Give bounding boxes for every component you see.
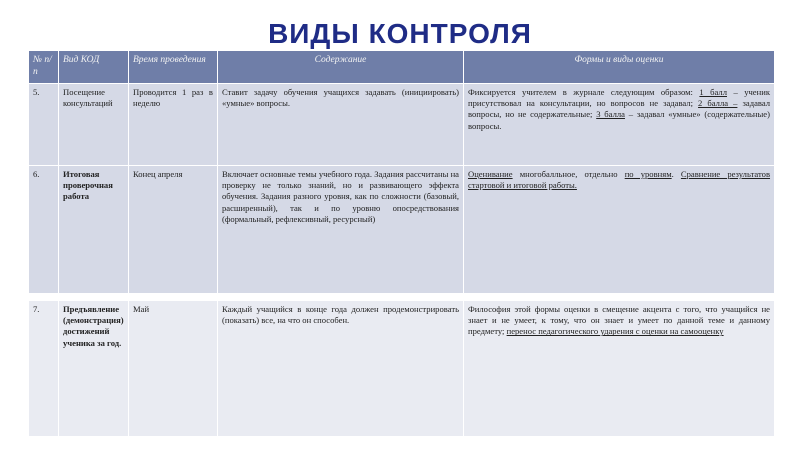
forms-underlined: 2 балла – [698,98,738,109]
forms-underlined: Оценивание [468,169,513,179]
forms-text: Философия этой формы оценки в смещение акцента с того, что учащийся не знает и не умеет, к тому, что он знает и умеет по данной теме и данному предмету; [468,304,770,337]
row-forms [464,166,775,294]
forms-text: многобалльное, отдельно [512,169,625,179]
control-types-table [28,50,775,294]
row-kind: Итоговая проверочная работа [59,166,129,294]
row-forms [464,84,775,166]
row-content: Включает основные темы учебного года. Задания рассчитаны на проверку не только знаний, но и развивающего эффекта обучения. Задания разного уровня, как по сложности (базовый, расширенный), так и по уровню опосредствования (формальный, рефлексивный, ресурсный) [218,166,464,294]
forms-underlined: 3 балла [596,109,625,120]
header-num: № п/п [29,51,59,84]
table-row [29,301,775,437]
table-header-row [29,51,775,84]
row-num: 5. [29,84,59,166]
row-time: Конец апреля [129,166,218,294]
forms-underlined: Сравнение результатов стартовой и итоговой работы. [468,169,771,191]
forms-text: . [671,169,681,179]
header-time: Время проведения [129,51,218,84]
header-kind: Вид КОД [59,51,129,84]
row-content: Ставит задачу обучения учащихся задавать (инициировать) «умные» вопросы. [218,84,464,166]
row-forms [464,301,775,437]
row-kind: Предъявление (демонстрация) достижений ученика за год. [59,301,129,437]
forms-text: Фиксируется учителем в журнале следующим образом: [468,87,700,97]
row-content: Каждый учащийся в конце года должен продемонстрировать (показать) все, на что он способен. [218,301,464,437]
forms-text: – ученик присутствовал на консультации, но вопросов не задавал; [468,87,770,109]
forms-underlined: 1 балл [699,87,727,97]
table-row [29,166,775,294]
row-num: 6. [29,166,59,294]
forms-text: задавал вопросы, но не содержательные; [468,98,771,120]
row-num: 7. [29,301,59,437]
row-time: Май [129,301,218,437]
forms-underlined: перенос педагогического ударения с оценки на самооценку [506,326,724,337]
header-content: Содержание [218,51,464,84]
control-types-table-part2 [28,300,775,437]
row-kind: Посещение консультаций [59,84,129,166]
table-row [29,84,775,166]
forms-text: – задавал «умные» (содержательные) вопросы. [468,109,770,131]
header-forms: Формы и виды оценки [464,51,775,84]
page-title: ВИДЫ КОНТРОЛЯ [268,18,532,49]
forms-underlined: по уровням [624,169,672,179]
row-time: Проводится 1 раз в неделю [129,84,218,166]
